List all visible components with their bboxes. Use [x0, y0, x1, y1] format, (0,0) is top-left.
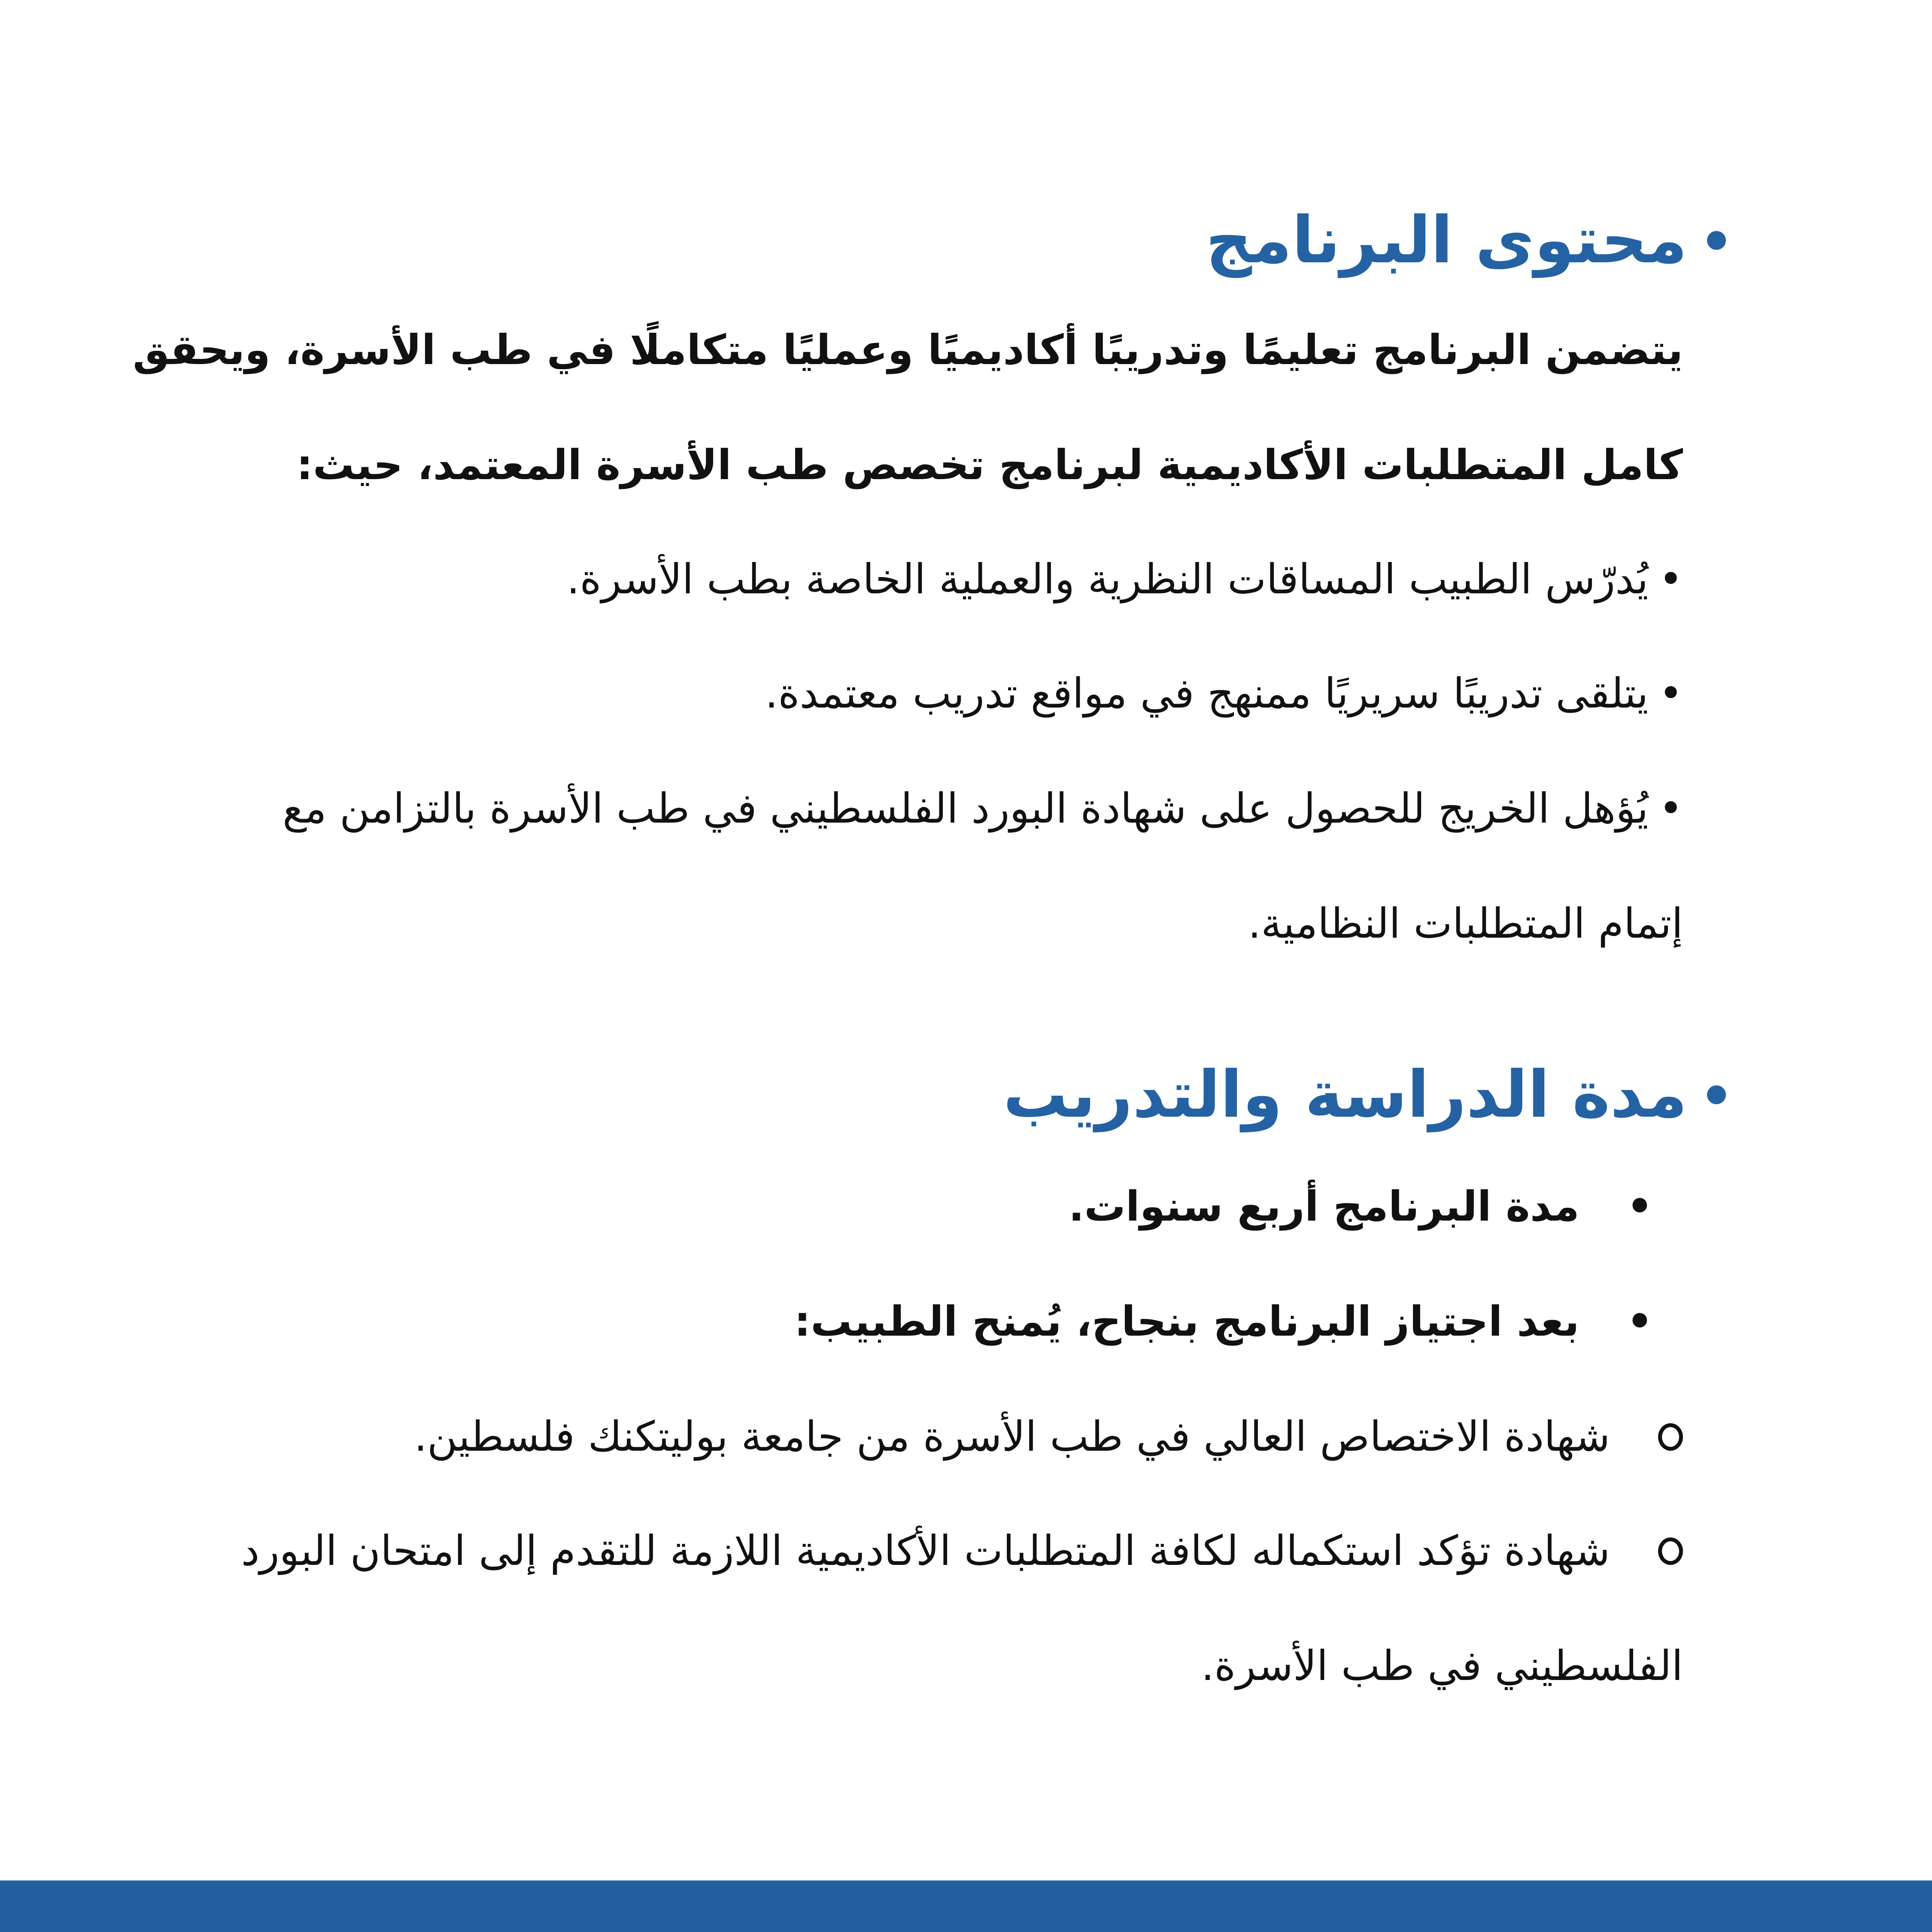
- section-heading-program-content: [1206, 197, 1726, 283]
- footer-bar: [0, 1880, 1932, 1932]
- sub-list-item-text: شهادة الاختصاص العالي في طب الأسرة من جامعة بوليتكنك فلسطين.: [414, 1413, 1610, 1461]
- list-item-text: مدة البرنامج أربع سنوات.: [1068, 1182, 1580, 1230]
- intro-line-1: يتضمن البرنامج تعليمًا وتدريبًا أكاديميًا وعمليًا متكاملًا في طب الأسرة، ويحقق: [133, 326, 1683, 374]
- list-item-text: يُدرّس الطبيب المساقات النظرية والعملية الخاصة بطب الأسرة.: [566, 555, 1649, 603]
- section-heading-study-duration: [1003, 1052, 1726, 1138]
- bullet-dot-icon: •: [1626, 1182, 1653, 1230]
- bullet-dot-icon: •: [1659, 784, 1683, 832]
- list-item-text: يُؤهل الخريج للحصول على شهادة البورد الفلسطيني في طب الأسرة بالتزامن مع: [283, 784, 1649, 832]
- circle-bullet-icon: [1658, 1423, 1683, 1451]
- sub-list-item: [241, 1521, 1683, 1581]
- heading-bullet-icon: [1707, 231, 1726, 250]
- list-item-text: بعد اجتياز البرنامج بنجاح، يُمنح الطبيب:: [794, 1297, 1580, 1346]
- list-item-text: يتلقى تدريبًا سريريًا ممنهج في مواقع تدريب معتمدة.: [765, 669, 1649, 717]
- circle-bullet-icon: [1658, 1537, 1683, 1565]
- heading-bullet-icon: [1707, 1085, 1726, 1104]
- list-item: [794, 1291, 1653, 1352]
- list-item: [283, 778, 1683, 838]
- sub-list-item-continuation: الفلسطيني في طب الأسرة.: [1201, 1642, 1683, 1690]
- section-title: مدة الدراسة والتدريب: [1003, 1057, 1687, 1132]
- intro-line-2: كامل المتطلبات الأكاديمية لبرنامج تخصص طب الأسرة المعتمد، حيث:: [296, 441, 1683, 489]
- bullet-dot-icon: •: [1659, 555, 1683, 603]
- sub-list-item-text: شهادة تؤكد استكماله لكافة المتطلبات الأكاديمية اللازمة للتقدم إلى امتحان البورد: [241, 1527, 1610, 1575]
- list-item: [1069, 1176, 1653, 1236]
- bullet-dot-icon: •: [1659, 669, 1683, 717]
- bullet-dot-icon: •: [1626, 1297, 1653, 1346]
- sub-list-item: [414, 1406, 1683, 1467]
- section-title: محتوى البرنامج: [1206, 203, 1687, 278]
- list-item-continuation: إتمام المتطلبات النظامية.: [1248, 899, 1683, 948]
- list-item: [567, 549, 1683, 609]
- list-item: [765, 663, 1683, 723]
